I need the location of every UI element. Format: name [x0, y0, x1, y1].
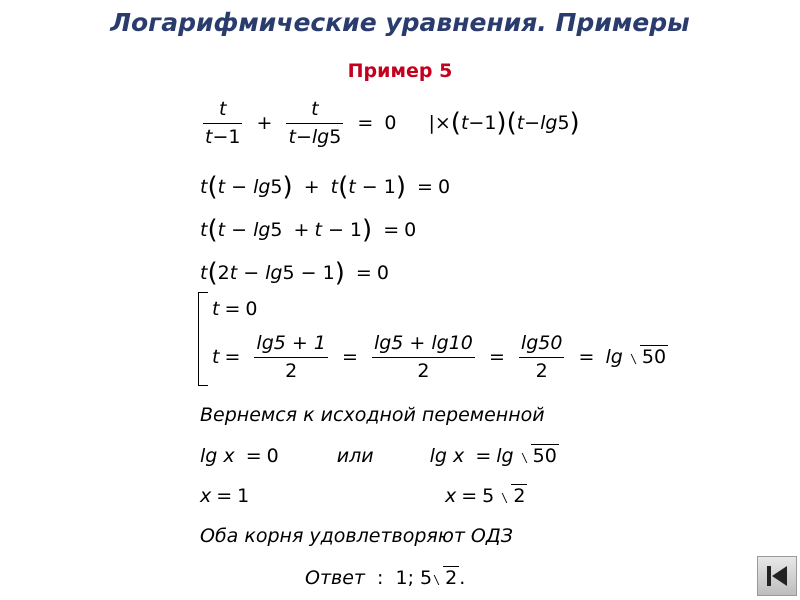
skip-back-icon [764, 563, 790, 589]
solution-t-zero: t = 0 [212, 298, 258, 320]
equation-line-4: t(2t − lg5 − 1) = 0 [200, 258, 389, 288]
solution-t-second: t = $\frac{\lg 5 + 1}{2}$ = $\frac{\lg 5 + \lg 10}{2}$ = $\frac{\lg 50}{2}$ = lg 50 [212, 330, 668, 385]
log-equations-line: lg x = 0 или lg x = lg 50 [200, 445, 557, 467]
return-to-variable-text: Вернемся к исходной переменной [200, 404, 545, 426]
multiplier: |×(t−1)(t−lg5) [428, 108, 580, 138]
back-button[interactable] [757, 556, 797, 596]
equation-line-3: t(t − lg5 + t − 1) = 0 [200, 215, 417, 245]
fraction-1: $\frac{t}{t-1}$ [205, 98, 241, 148]
equation-line-2: t(t − lg5) + t(t − 1) = 0 [200, 172, 451, 202]
equation-line-1: $\frac{t}{t-1}$ + $\frac{t}{t-\lg 5}$ = 0 |×(t−1)(t−lg5) [200, 96, 580, 151]
sqrt-2: 2 [500, 485, 527, 507]
root-two: x = 5 2 [445, 485, 526, 507]
sqrt-2-answer: 2 [432, 567, 459, 589]
fraction-lg5-plus-1: $\frac{\lg 5 + 1}{2}$ [256, 332, 326, 382]
fraction-lg50: $\frac{\lg 50}{2}$ [520, 332, 563, 382]
sqrt-50: 50 [629, 346, 668, 368]
example-subtitle: Пример 5 [347, 60, 453, 82]
page-title: Логарифмические уравнения. Примеры [110, 8, 690, 37]
answer-line: Ответ : 1; 5 2 . [305, 567, 466, 589]
roots-line: x = 1 [200, 485, 250, 507]
sqrt-50-b: 50 [520, 445, 559, 467]
fraction-lg5-plus-lg10: $\frac{\lg 5 + \lg 10}{2}$ [373, 332, 473, 382]
conclusion-text: Оба корня удовлетворяют ОДЗ [200, 525, 513, 547]
system-bracket [198, 292, 208, 386]
fraction-2: $\frac{t}{t-\lg 5}$ [288, 98, 342, 148]
